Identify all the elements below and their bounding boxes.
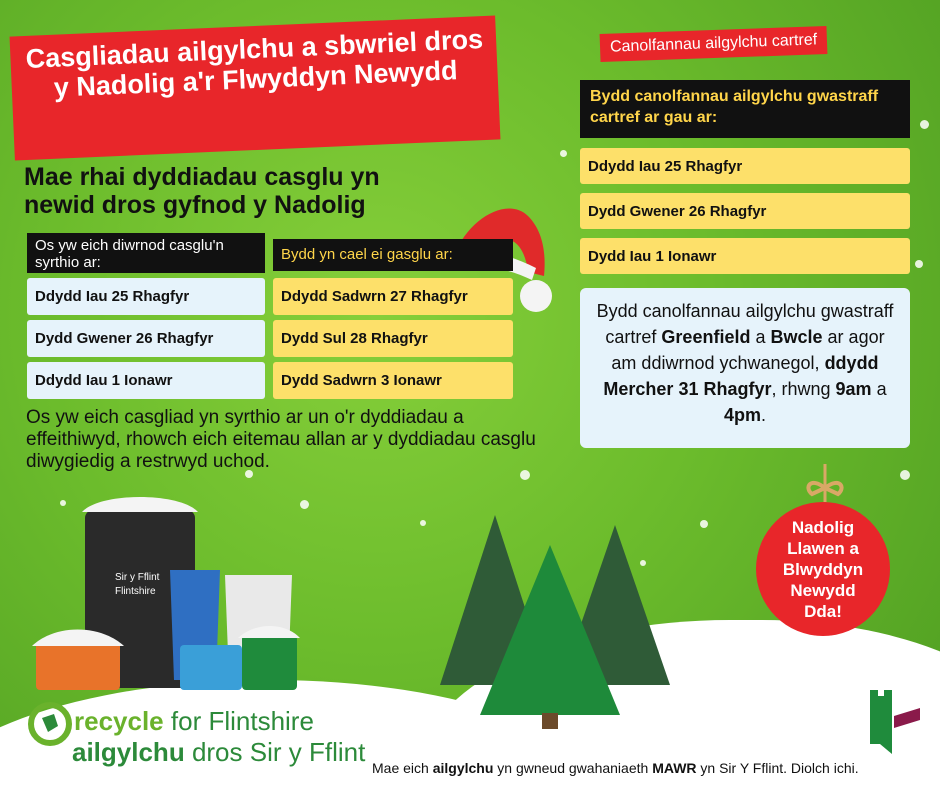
bin-brand-1: Sir y Fflint xyxy=(115,572,160,583)
logo-line-1: recycle for Flintshire xyxy=(74,706,314,736)
page-title: Casgliadau ailgylchu a sbwriel dros y Nadolig a'r Flwyddyn Newydd xyxy=(25,24,484,103)
logo-line-2: ailgylchu dros Sir y Fflint xyxy=(72,737,366,767)
bin-brand-2: Flintshire xyxy=(115,586,156,597)
footer-message: Mae eich ailgylchu yn gwneud gwahaniaeth MAWR yn Sir Y Fflint. Diolch ichi. xyxy=(372,760,859,776)
collection-note: Os yw eich casgliad yn syrthio ar un o'r dyddiadau a effeithiwyd, rhowch eich eitemau allan ar y dyddiadau casglu diwygiedig a restrwyd uchod. xyxy=(26,407,536,472)
closed-date-3: Dydd Iau 1 Ionawr xyxy=(580,238,910,274)
subheading: Mae rhai dyddiadau casglu yn newid dros gyfnod y Nadolig xyxy=(24,163,380,219)
christmas-ornament: Nadolig Llawen a Blwyddyn Newydd Dda! xyxy=(756,502,890,636)
flintshire-council-logo xyxy=(866,690,920,754)
closed-date-2: Dydd Gwener 26 Rhagfyr xyxy=(580,193,910,229)
closed-date-1: Ddydd Iau 25 Rhagfyr xyxy=(580,148,910,184)
original-date-3: Ddydd Iau 1 Ionawr xyxy=(27,362,265,399)
original-date-1: Ddydd Iau 25 Rhagfyr xyxy=(27,278,265,315)
centres-closed-header: Bydd canolfannau ailgylchu gwastraff cartref ar gau ar: xyxy=(580,80,910,138)
ornament-bow-icon xyxy=(800,458,850,508)
extra-opening-info: Bydd canolfannau ailgylchu gwastraff cartref Greenfield a Bwcle ar agor am ddiwrnod ychwanegol, ddydd Mercher 31 Rhagfyr, rhwng 9am a 4pm. xyxy=(580,288,910,448)
new-day-header: Bydd yn cael ei gasglu ar: xyxy=(273,239,513,271)
christmas-trees-icon xyxy=(440,515,700,730)
original-day-header: Os yw eich diwrnod casglu'n syrthio ar: xyxy=(27,233,265,273)
recycling-centres-label: Canolfannau ailgylchu cartref xyxy=(600,26,828,62)
recycle-logo-icon xyxy=(28,700,72,766)
new-date-3: Dydd Sadwrn 3 Ionawr xyxy=(273,362,513,399)
new-date-2: Dydd Sul 28 Rhagfyr xyxy=(273,320,513,357)
new-date-1: Ddydd Sadwrn 27 Rhagfyr xyxy=(273,278,513,315)
recycling-bins-icon xyxy=(30,490,305,700)
original-date-2: Dydd Gwener 26 Rhagfyr xyxy=(27,320,265,357)
